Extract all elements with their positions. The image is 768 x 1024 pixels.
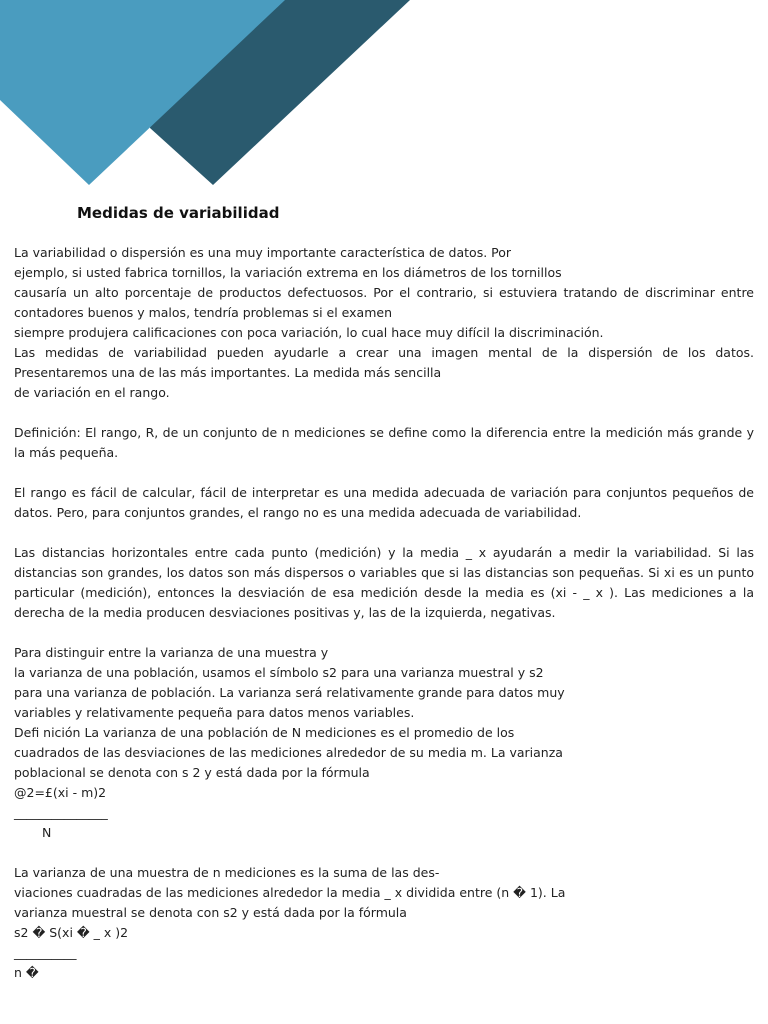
text-line: ejemplo, si usted fabrica tornillos, la variación extrema en los diámetros de los tornillos [14, 265, 562, 280]
paragraph-sample-variance [14, 863, 754, 983]
text-line: siempre produjera calificaciones con poca variación, lo cual hace muy difícil la discriminación. [14, 325, 604, 340]
paragraph-deviations: Las distancias horizontales entre cada punto (medición) y la media _ x ayudarán a medir la variabilidad. Si las distancias son grandes, los datos son más dispersos o variables que si las distancias son pequeñas. Si xi es un punto particular (medición), entonces la desviación de esa medición desde la media es (xi - _ x ). Las mediciones a la derecha de la media producen desviaciones positivas y, las de la izquierda, negativas. [14, 545, 754, 620]
paragraph-range-usage: El rango es fácil de calcular, fácil de interpretar es una medida adecuada de variación para conjuntos pequeños de datos. Pero, para conjuntos grandes, el rango no es una medida adecuada de variabilidad. [14, 485, 754, 520]
text-line: variables y relativamente pequeña para datos menos variables. [14, 705, 415, 720]
paragraph-intro [14, 243, 754, 403]
text-line: cuadrados de las desviaciones de las mediciones alrededor de su media m. La varianza [14, 745, 563, 760]
formula-denominator: n � [14, 965, 39, 980]
text-line: varianza muestral se denota con s2 y está dada por la fórmula [14, 905, 407, 920]
text-line: de variación en el rango. [14, 385, 170, 400]
text-line: La variabilidad o dispersión es una muy importante característica de datos. Por [14, 245, 512, 260]
text-line: causaría un alto porcentaje de productos defectuosos. Por el contrario, si estuviera tratando de discriminar entre contadores buenos y malos, tendría problemas si el examen [14, 285, 754, 320]
text-line: Para distinguir entre la varianza de una muestra y [14, 645, 329, 660]
document-title: Medidas de variabilidad [77, 204, 280, 222]
paragraph-population-variance [14, 643, 754, 843]
document-body [14, 243, 754, 983]
formula-fraction-bar: __________ [14, 945, 77, 960]
decorative-banner [0, 0, 768, 190]
formula-denominator: N [42, 825, 52, 840]
text-line: La varianza de una muestra de n mediciones es la suma de las des- [14, 865, 440, 880]
text-line: Defi nición La varianza de una población de N mediciones es el promedio de los [14, 725, 515, 740]
formula-fraction-bar: _______________ [14, 805, 108, 820]
text-line: la varianza de una población, usamos el símbolo s2 para una varianza muestral y s2 [14, 665, 544, 680]
formula-numerator: @2=£(xi - m)2 [14, 785, 107, 800]
paragraph-definition-range: Definición: El rango, R, de un conjunto de n mediciones se define como la diferencia entre la medición más grande y la más pequeña. [14, 425, 754, 460]
text-line: para una varianza de población. La varianza será relativamente grande para datos muy [14, 685, 565, 700]
text-line: viaciones cuadradas de las mediciones alrededor la media _ x dividida entre (n � 1). La [14, 885, 566, 900]
formula-numerator: s2 � S(xi � _ x )2 [14, 925, 129, 940]
text-line: Las medidas de variabilidad pueden ayudarle a crear una imagen mental de la dispersión de los datos. Presentaremos una de las más importantes. La medida más sencilla [14, 345, 754, 380]
text-line: poblacional se denota con s 2 y está dada por la fórmula [14, 765, 370, 780]
